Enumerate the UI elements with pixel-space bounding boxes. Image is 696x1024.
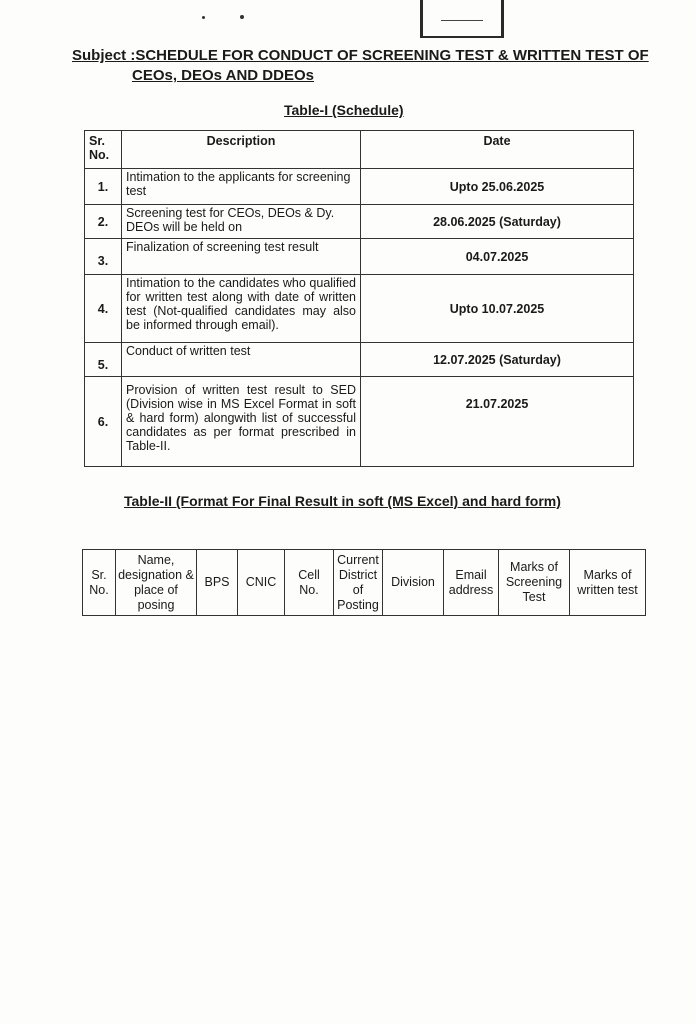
row-date: 12.07.2025 (Saturday) — [361, 343, 634, 377]
col-sr-no: Sr. No. — [83, 550, 116, 616]
table-row — [85, 205, 634, 239]
row-sr: 1. — [85, 169, 122, 205]
row-description: Screening test for CEOs, DEOs & Dy. DEOs will be held on — [122, 205, 361, 239]
row-sr: 5. — [85, 343, 122, 377]
col-email: Email address — [444, 550, 499, 616]
subject-heading — [72, 46, 672, 86]
row-sr: 3. — [85, 239, 122, 275]
header-sr: Sr. No. — [85, 131, 122, 169]
row-description: Provision of written test result to SED (Division wise in MS Excel Format in soft & hard form) alongwith list of successful candidates as per format prescribed in Table-II. — [122, 377, 361, 467]
row-description: Intimation to the candidates who qualified for written test along with date of written test (Not-qualified candidates may also be informed through email). — [122, 275, 361, 343]
row-sr: 2. — [85, 205, 122, 239]
table1-title: Table-I (Schedule) — [284, 102, 404, 118]
row-sr: 6. — [85, 377, 122, 467]
row-date: Upto 10.07.2025 — [361, 275, 634, 343]
header-description: Description — [122, 131, 361, 169]
row-date: 04.07.2025 — [361, 239, 634, 275]
col-marks-screening: Marks of Screening Test — [499, 550, 570, 616]
table-header-row — [85, 131, 634, 169]
table-row — [85, 343, 634, 377]
col-cell-no: Cell No. — [285, 550, 334, 616]
scan-mark-right — [240, 15, 244, 19]
row-description: Intimation to the applicants for screening test — [122, 169, 361, 205]
subject-title-line2: CEOs, DEOs AND DDEOs — [132, 67, 314, 84]
table-row — [85, 377, 634, 467]
table2-header-row — [83, 550, 646, 616]
table2-title: Table-II (Format For Final Result in soft (MS Excel) and hard form) — [124, 493, 561, 509]
subject-title-line1: SCHEDULE FOR CONDUCT OF SCREENING TEST & WRITTEN TEST OF — [135, 47, 649, 64]
col-name-designation: Name, designation & place of posing — [116, 550, 197, 616]
row-sr: 4. — [85, 275, 122, 343]
table-row — [85, 169, 634, 205]
subject-label: Subject : — [72, 47, 136, 64]
col-bps: BPS — [197, 550, 238, 616]
scan-mark-left — [202, 16, 205, 19]
table-row — [85, 275, 634, 343]
stamp-box — [420, 0, 504, 38]
col-division: Division — [383, 550, 444, 616]
result-format-table — [82, 549, 646, 616]
table-row — [85, 239, 634, 275]
row-date: Upto 25.06.2025 — [361, 169, 634, 205]
row-date: 21.07.2025 — [361, 377, 634, 467]
col-current-district: Current District of Posting — [334, 550, 383, 616]
row-description: Conduct of written test — [122, 343, 361, 377]
col-marks-written: Marks of written test — [570, 550, 646, 616]
header-date: Date — [361, 131, 634, 169]
schedule-table — [84, 130, 634, 467]
row-description: Finalization of screening test result — [122, 239, 361, 275]
row-date: 28.06.2025 (Saturday) — [361, 205, 634, 239]
col-cnic: CNIC — [238, 550, 285, 616]
